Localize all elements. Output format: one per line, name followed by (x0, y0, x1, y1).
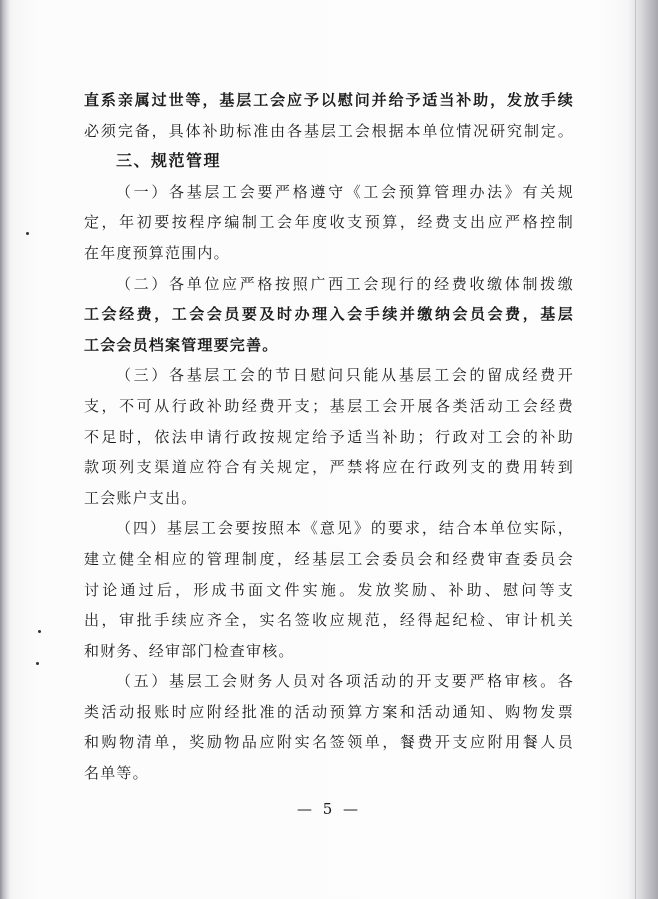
text-line: （二）各单位应严格按照广西工会现行的经费收缴体制拨缴 (116, 274, 574, 293)
text-line: 和财务、经审部门检查审核。 (84, 641, 295, 660)
text-line: 和购物清单，奖励物品应附实名签领单，餐费开支应附用餐人员 (84, 733, 574, 752)
scan-edge-left (0, 0, 10, 899)
text-line: 名单等。 (84, 764, 149, 783)
text-line: （四）基层工会要按照本《意见》的要求，结合本单位实际， (116, 519, 574, 538)
text-line: 建立健全相应的管理制度，经基层工会委员会和经费审查委员会 (84, 549, 574, 568)
text-line: 类活动报账时应附经批准的活动预算方案和活动通知、购物发票 (84, 702, 574, 721)
text-line: 工会经费，工会会员要及时办理入会手续并缴纳会员会费，基层 (84, 305, 574, 324)
body-text (84, 85, 574, 789)
text-line: 款项列支渠道应符合有关规定，严禁将应在行政列支的费用转到 (84, 458, 574, 477)
text-line: 必须完备，具体补助标准由各基层工会根据本单位情况研究制定。 (84, 121, 574, 140)
scan-speck (26, 232, 29, 235)
page-number: — 5 — (296, 800, 362, 818)
scan-speck (36, 662, 39, 665)
text-line: 讨论通过后，形成书面文件实施。发放奖励、补助、慰问等支 (84, 580, 574, 599)
scan-speck (38, 630, 41, 633)
text-line: （五）基层工会财务人员对各项活动的开支要严格审核。各 (116, 672, 574, 691)
scan-edge-line (635, 0, 636, 899)
text-line: 定，年初要按程序编制工会年度收支预算，经费支出应严格控制 (84, 213, 574, 232)
text-line: 在年度预算范围内。 (84, 243, 230, 262)
section-heading: 三、规范管理 (116, 151, 222, 171)
text-line: （一）各基层工会要严格遵守《工会预算管理办法》有关规 (116, 182, 574, 201)
text-line: 工会账户支出。 (84, 488, 198, 507)
text-line: 不足时，依法申请行政按规定给予适当补助；行政对工会的补助 (84, 427, 574, 446)
text-line: （三）各基层工会的节日慰问只能从基层工会的留成经费开 (116, 366, 574, 385)
scan-edge-right (628, 0, 658, 899)
text-line: 出，审批手续应齐全，实名签收应规范，经得起纪检、审计机关 (84, 611, 574, 630)
text-line: 直系亲属过世等，基层工会应予以慰问并给予适当补助，发放手续 (84, 91, 574, 109)
text-line: 工会会员档案管理要完善。 (84, 335, 279, 354)
text-line: 支，不可从行政补助经费开支；基层工会开展各类活动工会经费 (84, 396, 574, 415)
